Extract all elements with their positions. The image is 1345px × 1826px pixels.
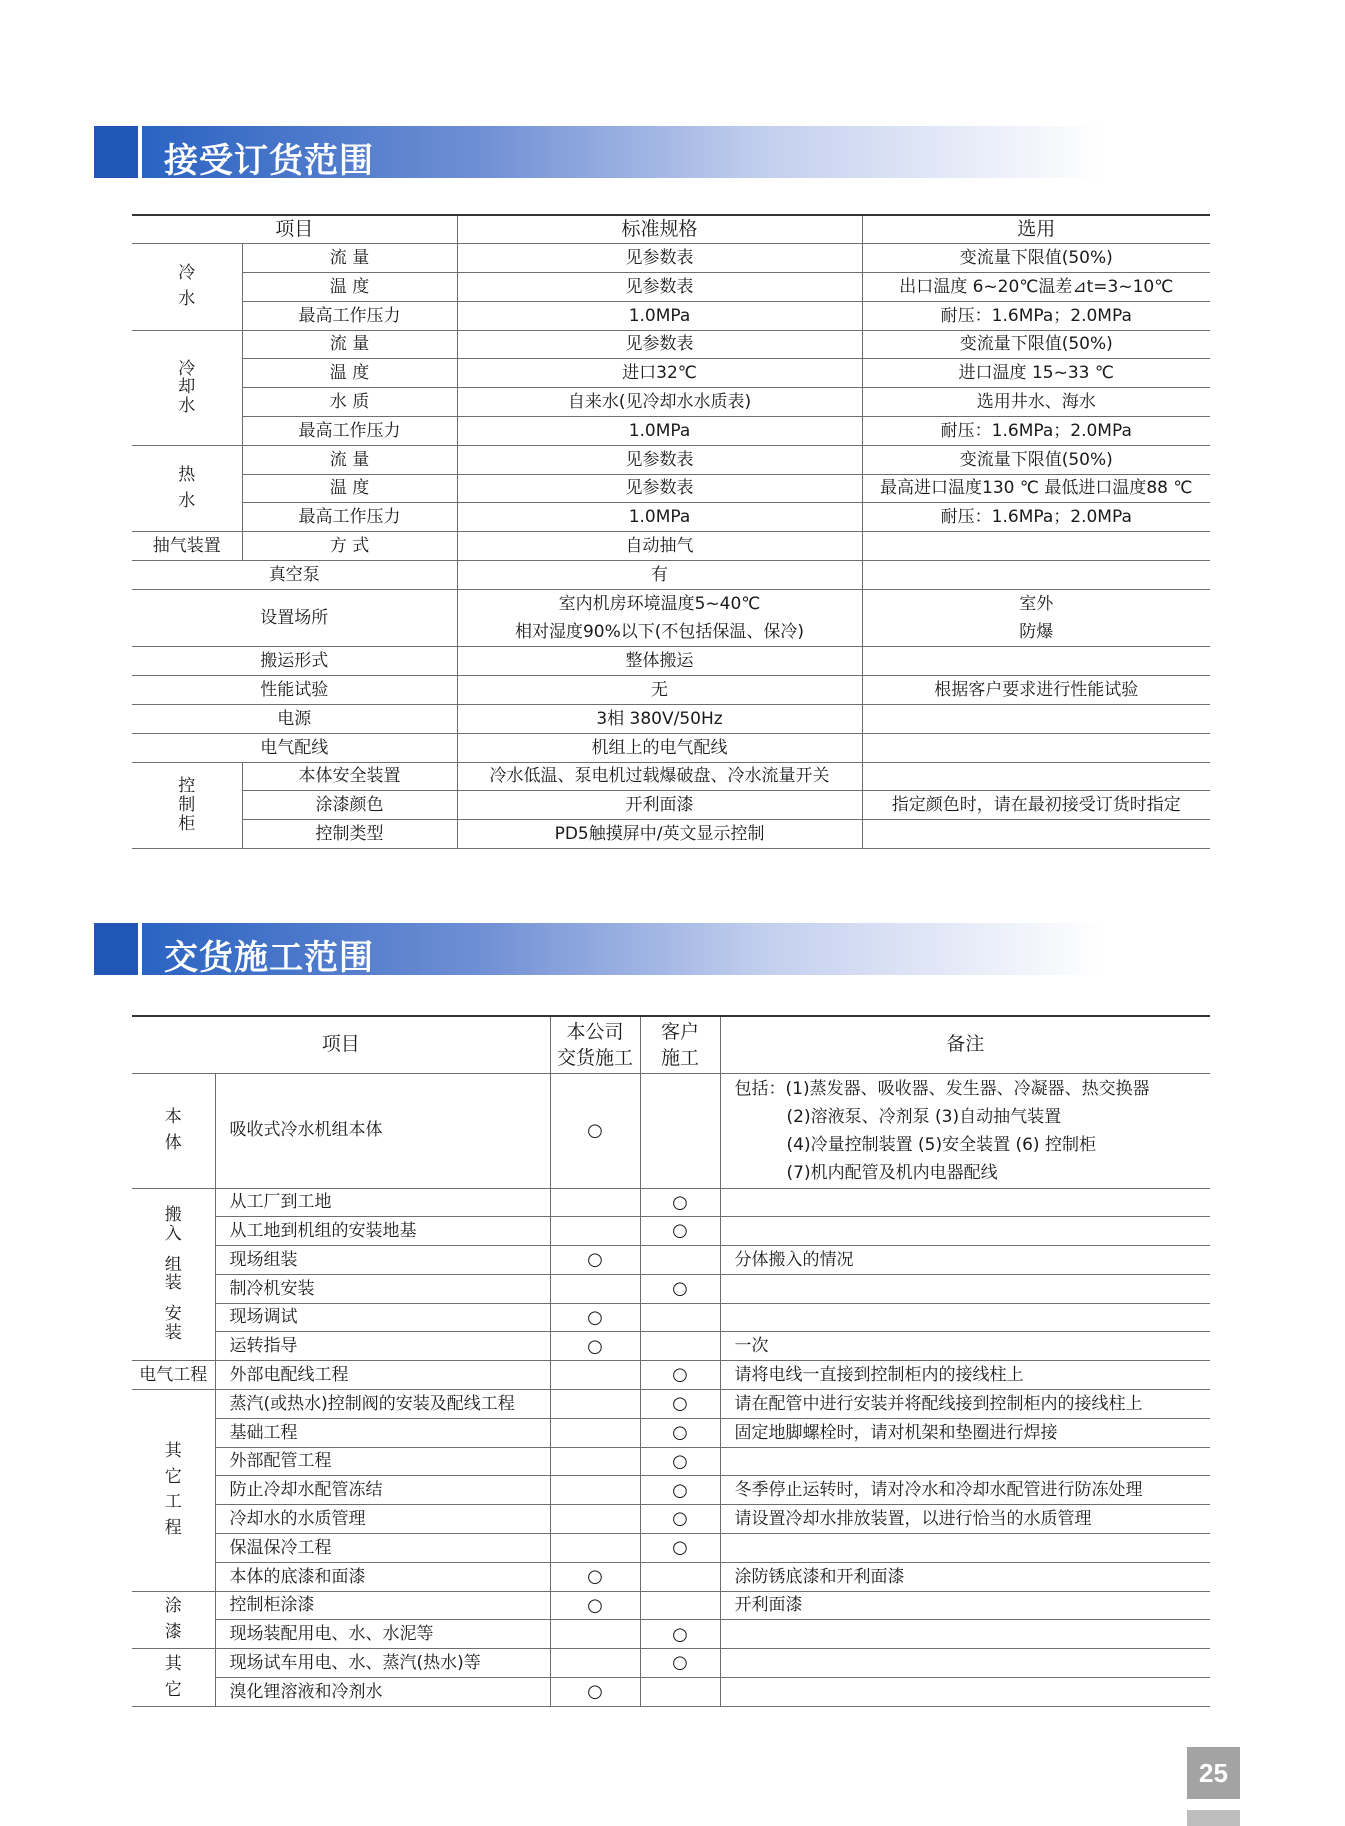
- table-row: [132, 1562, 1210, 1591]
- customer-mark: ○: [640, 1274, 720, 1303]
- company-mark: ○: [550, 1332, 640, 1361]
- row-item: 涂漆颜色: [242, 791, 457, 820]
- table-row: [132, 1534, 1210, 1563]
- customer-mark: ○: [640, 1188, 720, 1217]
- table-row: [132, 791, 1210, 820]
- row-option: 最高进口温度130 ℃ 最低进口温度88 ℃: [862, 474, 1210, 503]
- row-standard: 见参数表: [457, 273, 862, 302]
- row-note: 请设置冷却水排放装置，以进行恰当的水质管理: [720, 1505, 1210, 1534]
- row-item: 水 质: [242, 388, 457, 417]
- table-row: [132, 1649, 1210, 1678]
- row-item: 温 度: [242, 273, 457, 302]
- company-mark: [550, 1274, 640, 1303]
- table-row: [132, 1591, 1210, 1620]
- row-standard: 无: [457, 676, 862, 705]
- table-row: [132, 1246, 1210, 1275]
- company-mark: [550, 1620, 640, 1649]
- row-item: 现场组装: [215, 1246, 550, 1275]
- table-row: [132, 532, 1210, 561]
- group-other-works: 其 它 工 程: [132, 1390, 215, 1592]
- row-item: 保温保冷工程: [215, 1534, 550, 1563]
- row-item: 溴化锂溶液和冷剂水: [215, 1678, 550, 1707]
- row-item: 方 式: [242, 532, 457, 561]
- table-row: [132, 1332, 1210, 1361]
- row-note: 请在配管中进行安装并将配线接到控制柜内的接线柱上: [720, 1390, 1210, 1419]
- table-row: [132, 273, 1210, 302]
- customer-mark: ○: [640, 1390, 720, 1419]
- customer-mark: [640, 1073, 720, 1188]
- row-option: 耐压：1.6MPa；2.0MPa: [862, 503, 1210, 532]
- customer-mark: ○: [640, 1447, 720, 1476]
- company-mark: [550, 1217, 640, 1246]
- row-option: [862, 820, 1210, 849]
- row-note: [720, 1274, 1210, 1303]
- row-note: [720, 1649, 1210, 1678]
- row-item: 基础工程: [215, 1418, 550, 1447]
- table-row: [132, 417, 1210, 446]
- row-option: 根据客户要求进行性能试验: [862, 676, 1210, 705]
- row-standard: 见参数表: [457, 244, 862, 273]
- row-option: [862, 733, 1210, 762]
- row-standard: 1.0MPa: [457, 417, 862, 446]
- section1-title: 接受订货范围: [164, 141, 374, 181]
- company-mark: [550, 1390, 640, 1419]
- group-control-cabinet: 控 制 柜: [132, 762, 242, 848]
- group-other: 其 它: [132, 1649, 215, 1707]
- table-row: [132, 1274, 1210, 1303]
- row-item: 本体的底漆和面漆: [215, 1562, 550, 1591]
- table-row: [132, 244, 1210, 273]
- header-standard: 标准规格: [457, 215, 862, 244]
- row-item: 最高工作压力: [242, 301, 457, 330]
- group-transport-install: 搬 入 组 装 安 装: [132, 1188, 215, 1361]
- table-row: [132, 445, 1210, 474]
- row-option: 进口温度 15~33 ℃: [862, 359, 1210, 388]
- company-mark: [550, 1447, 640, 1476]
- order-scope-table: [132, 214, 1210, 849]
- row-item: 制冷机安装: [215, 1274, 550, 1303]
- table-row: [132, 820, 1210, 849]
- row-item: 外部电配线工程: [215, 1361, 550, 1390]
- company-mark: ○: [550, 1303, 640, 1332]
- customer-mark: ○: [640, 1418, 720, 1447]
- header-customer: 客户 施工: [640, 1016, 720, 1073]
- row-note: 一次: [720, 1332, 1210, 1361]
- customer-mark: ○: [640, 1476, 720, 1505]
- table-row: [132, 1303, 1210, 1332]
- table-row: [132, 1447, 1210, 1476]
- row-item: 设置场所: [132, 589, 457, 647]
- banner-block: [94, 126, 138, 178]
- company-mark: [550, 1476, 640, 1505]
- row-standard: 1.0MPa: [457, 503, 862, 532]
- row-item: 流 量: [242, 244, 457, 273]
- row-item: 最高工作压力: [242, 417, 457, 446]
- row-standard: 自来水(见冷却水水质表): [457, 388, 862, 417]
- group-electrical: 电气工程: [132, 1361, 215, 1390]
- company-mark: ○: [550, 1246, 640, 1275]
- row-item: 本体安全装置: [242, 762, 457, 791]
- row-standard: 整体搬运: [457, 647, 862, 676]
- table-row: [132, 561, 1210, 590]
- row-option: 指定颜色时，请在最初接受订货时指定: [862, 791, 1210, 820]
- row-option: 变流量下限值(50%): [862, 445, 1210, 474]
- row-item: 最高工作压力: [242, 503, 457, 532]
- row-item: 性能试验: [132, 676, 457, 705]
- row-item: 从工厂到工地: [215, 1188, 550, 1217]
- customer-mark: ○: [640, 1620, 720, 1649]
- page-number: 25: [1187, 1747, 1240, 1799]
- table-row: [132, 647, 1210, 676]
- row-standard: 见参数表: [457, 474, 862, 503]
- page-tab: [1187, 1810, 1240, 1826]
- row-option: 变流量下限值(50%): [862, 330, 1210, 359]
- customer-mark: ○: [640, 1534, 720, 1563]
- customer-mark: ○: [640, 1361, 720, 1390]
- row-standard: 见参数表: [457, 330, 862, 359]
- header-item: 项目: [132, 1016, 550, 1073]
- table-row: [132, 705, 1210, 734]
- row-standard: 开利面漆: [457, 791, 862, 820]
- row-note: 包括：(1)蒸发器、吸收器、发生器、冷凝器、热交换器 (2)溶液泵、冷剂泵 (3)自动抽气装置 (4)冷量控制装置 (5)安全装置 (6) 控制柜 (7)机内配管及机内电器配线: [720, 1073, 1210, 1188]
- row-item: 温 度: [242, 359, 457, 388]
- table-row: [132, 301, 1210, 330]
- delivery-scope-table: [132, 1015, 1210, 1707]
- row-item: 流 量: [242, 330, 457, 359]
- row-item: 电源: [132, 705, 457, 734]
- row-standard: 自动抽气: [457, 532, 862, 561]
- customer-mark: ○: [640, 1505, 720, 1534]
- row-note: 请将电线一直接到控制柜内的接线柱上: [720, 1361, 1210, 1390]
- table-row: [132, 1073, 1210, 1188]
- section2-banner: [94, 923, 1104, 978]
- row-option: [862, 532, 1210, 561]
- row-standard: 机组上的电气配线: [457, 733, 862, 762]
- row-item: 现场调试: [215, 1303, 550, 1332]
- table-row: [132, 1390, 1210, 1419]
- company-mark: [550, 1361, 640, 1390]
- group-purge-device: 抽气装置: [132, 532, 242, 561]
- row-item: 现场装配用电、水、水泥等: [215, 1620, 550, 1649]
- row-option: 出口温度 6~20℃温差⊿t=3~10℃: [862, 273, 1210, 302]
- row-option: 选用井水、海水: [862, 388, 1210, 417]
- row-option: 室外 防爆: [862, 589, 1210, 647]
- row-item: 温 度: [242, 474, 457, 503]
- customer-mark: [640, 1246, 720, 1275]
- row-item: 防止冷却水配管冻结: [215, 1476, 550, 1505]
- table-row: [132, 1217, 1210, 1246]
- row-item: 蒸汽(或热水)控制阀的安装及配线工程: [215, 1390, 550, 1419]
- row-item: 控制类型: [242, 820, 457, 849]
- table-row: [132, 1361, 1210, 1390]
- row-note: 涂防锈底漆和开利面漆: [720, 1562, 1210, 1591]
- row-standard: 室内机房环境温度5~40℃ 相对湿度90%以下(不包括保温、保冷): [457, 589, 862, 647]
- group-cold-water: 冷 水: [132, 244, 242, 330]
- row-item: 冷却水的水质管理: [215, 1505, 550, 1534]
- company-mark: [550, 1649, 640, 1678]
- row-note: [720, 1447, 1210, 1476]
- row-note: [720, 1188, 1210, 1217]
- row-standard: 1.0MPa: [457, 301, 862, 330]
- banner-block: [94, 923, 138, 975]
- table-header-row: [132, 215, 1210, 244]
- section2-title: 交货施工范围: [164, 938, 374, 978]
- group-cooling-water: 冷 却 水: [132, 330, 242, 445]
- row-standard: 有: [457, 561, 862, 590]
- table-row: [132, 474, 1210, 503]
- row-note: 冬季停止运转时，请对冷水和冷却水配管进行防冻处理: [720, 1476, 1210, 1505]
- company-mark: ○: [550, 1562, 640, 1591]
- group-body: 本 体: [132, 1073, 215, 1188]
- row-item: 搬运形式: [132, 647, 457, 676]
- row-item: 外部配管工程: [215, 1447, 550, 1476]
- table-row: [132, 330, 1210, 359]
- row-standard: 见参数表: [457, 445, 862, 474]
- company-mark: ○: [550, 1591, 640, 1620]
- table-row: [132, 1418, 1210, 1447]
- table-row: [132, 589, 1210, 647]
- row-item: 真空泵: [132, 561, 457, 590]
- header-item: 项目: [132, 215, 457, 244]
- company-mark: [550, 1505, 640, 1534]
- row-note: 固定地脚螺栓时，请对机架和垫圈进行焊接: [720, 1418, 1210, 1447]
- company-mark: [550, 1534, 640, 1563]
- company-mark: [550, 1188, 640, 1217]
- row-note: [720, 1678, 1210, 1707]
- row-item: 流 量: [242, 445, 457, 474]
- table-row: [132, 762, 1210, 791]
- company-mark: [550, 1418, 640, 1447]
- section1-banner: [94, 126, 1104, 181]
- customer-mark: [640, 1303, 720, 1332]
- row-note: 开利面漆: [720, 1591, 1210, 1620]
- row-standard: PD5触摸屏中/英文显示控制: [457, 820, 862, 849]
- row-note: 分体搬入的情况: [720, 1246, 1210, 1275]
- row-item: 电气配线: [132, 733, 457, 762]
- customer-mark: [640, 1332, 720, 1361]
- customer-mark: ○: [640, 1217, 720, 1246]
- row-item: 运转指导: [215, 1332, 550, 1361]
- row-item: 控制柜涂漆: [215, 1591, 550, 1620]
- table-row: [132, 733, 1210, 762]
- row-note: [720, 1620, 1210, 1649]
- table-row: [132, 503, 1210, 532]
- table-row: [132, 359, 1210, 388]
- table-row: [132, 388, 1210, 417]
- table-row: [132, 1678, 1210, 1707]
- customer-mark: [640, 1678, 720, 1707]
- table-row: [132, 1505, 1210, 1534]
- row-item: 吸收式冷水机组本体: [215, 1073, 550, 1188]
- row-note: [720, 1303, 1210, 1332]
- row-option: 耐压：1.6MPa；2.0MPa: [862, 301, 1210, 330]
- customer-mark: ○: [640, 1649, 720, 1678]
- row-option: [862, 705, 1210, 734]
- row-option: 变流量下限值(50%): [862, 244, 1210, 273]
- group-hot-water: 热 水: [132, 445, 242, 531]
- customer-mark: [640, 1562, 720, 1591]
- row-item: 现场试车用电、水、蒸汽(热水)等: [215, 1649, 550, 1678]
- customer-mark: [640, 1591, 720, 1620]
- row-option: 耐压：1.6MPa；2.0MPa: [862, 417, 1210, 446]
- table-header-row: [132, 1016, 1210, 1073]
- row-note: [720, 1217, 1210, 1246]
- row-option: [862, 561, 1210, 590]
- row-note: [720, 1534, 1210, 1563]
- row-standard: 冷水低温、泵电机过载爆破盘、冷水流量开关: [457, 762, 862, 791]
- header-option: 选用: [862, 215, 1210, 244]
- table-row: [132, 1188, 1210, 1217]
- row-option: [862, 762, 1210, 791]
- table-row: [132, 676, 1210, 705]
- group-painting: 涂 漆: [132, 1591, 215, 1649]
- table-row: [132, 1476, 1210, 1505]
- row-item: 从工地到机组的安装地基: [215, 1217, 550, 1246]
- header-company: 本公司 交货施工: [550, 1016, 640, 1073]
- company-mark: ○: [550, 1678, 640, 1707]
- row-option: [862, 647, 1210, 676]
- header-note: 备注: [720, 1016, 1210, 1073]
- company-mark: ○: [550, 1073, 640, 1188]
- table-row: [132, 1620, 1210, 1649]
- row-standard: 3相 380V/50Hz: [457, 705, 862, 734]
- row-standard: 进口32℃: [457, 359, 862, 388]
